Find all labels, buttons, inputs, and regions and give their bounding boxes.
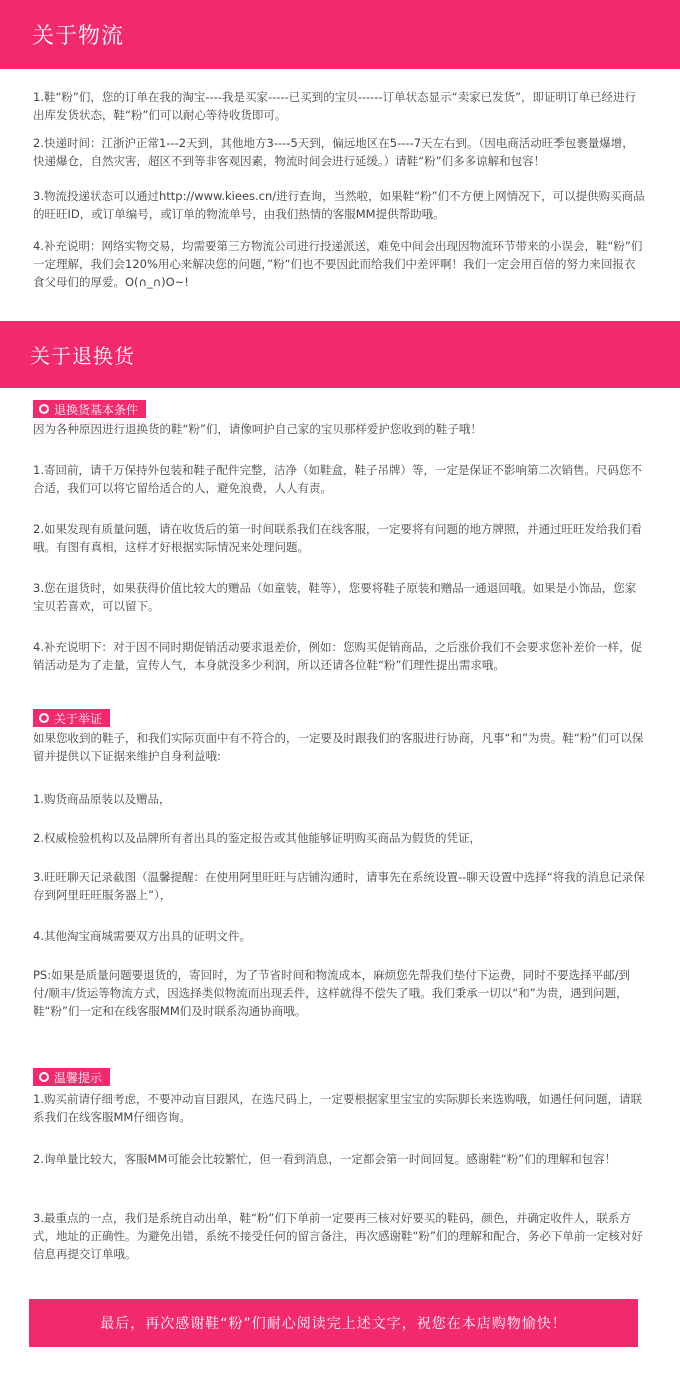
thank-you-text: 最后，再次感谢鞋“粉”们耐心阅读完上述文字，祝您在本店购物愉快！ (100, 1316, 567, 1332)
evidence-intro: 如果您收到的鞋子，和我们实际页面中有不符合的，一定要及时跟我们的客服进行协商，凡事“和”为贵。鞋“粉”们可以保留并提供以下证据来维护自身利益哦: (33, 731, 644, 763)
basic-item-4: 4.补充说明下：对于因不同时期促销活动要求退差价，例如：您购买促销商品，之后涨价我们不会要求您补差价一样，促销活动是为了走量，宣传人气，本身就没多少利润，所以还请各位鞋“粉”们理性提出需求哦。 (33, 640, 642, 672)
evidence-ps: PS:如果是质量问题要退货的，寄回时，为了节省时间和物流成本，麻烦您先帮我们垫付下运费，同时不要选择平邮/到付/顺丰/货运等物流方式，因选择类似物流而出现丢件，这样就得不偿失了哦。我们秉承一切以“和”为贵，遇到问题，鞋“粉”们一定和在线客服MM们及时联系沟通协商哦。 (33, 968, 630, 1018)
evidence-label: 关于举证 (54, 711, 103, 726)
logistics-item-3: 3.物流投递状态可以通过http://www.kiees.cn/进行查询，当然啦，如果鞋“粉”们不方便上网情况下，可以提供购买商品的旺旺ID，或订单编号，或订单的物流单号，由我们热情的客服MM提供帮助哦。 (33, 189, 645, 221)
evidence-item-2: 2.权威检验机构以及品牌所有者出具的鉴定报告或其他能够证明购买商品为假货的凭证， (33, 831, 481, 845)
evidence-item-3: 3.旺旺聊天记录截图（温馨提醒：在使用阿里旺旺与店铺沟通时，请事先在系统设置--聊天设置中选择“将我的消息记录保存到阿里旺旺服务器上”）， (33, 870, 645, 902)
basic-item-2: 2.如果发现有质量问题，请在收货后的第一时间联系我们在线客服，一定要将有问题的地方牌照，并通过旺旺发给我们看哦。有图有真相，这样才好根据实际情况来处理问题。 (33, 522, 642, 554)
evidence-item-4: 4.其他淘宝商城需要双方出具的证明文件。 (33, 929, 251, 943)
basic-intro: 因为各种原因进行退换货的鞋“粉”们，请像呵护自己家的宝贝那样爱护您收到的鞋子哦！ (33, 422, 482, 436)
thank-you-banner (29, 1299, 638, 1347)
evidence-item-1: 1.购货商品原装以及赠品， (33, 792, 171, 806)
circle-icon (39, 713, 49, 723)
basic-item-1: 1.寄回前，请千万保持外包装和鞋子配件完整，洁净（如鞋盒，鞋子吊牌）等，一定是保证不影响第二次销售。尺码您不合适，我们可以将它留给适合的人，避免浪费，人人有责。 (33, 463, 642, 495)
circle-icon (39, 1072, 49, 1082)
logistics-item-1: 1.鞋“粉”们，您的订单在我的淘宝----我是买家-----已买到的宝贝------订单状态显示“卖家已发货”，即证明订单已经进行出库发货状态，鞋“粉”们可以耐心等待收货即可。 (33, 90, 637, 122)
logistics-title: 关于物流 (32, 24, 125, 49)
circle-icon (39, 404, 49, 414)
tips-pill (33, 1068, 110, 1086)
returns-title: 关于退换货 (30, 344, 135, 368)
tips-item-2: 2.询单量比较大，客服MM可能会比较繁忙，但一看到消息，一定都会第一时间回复。感谢鞋“粉”们的理解和包容！ (33, 1152, 617, 1166)
tips-item-3: 3.最重点的一点，我们是系统自动出单，鞋“粉”们下单前一定要再三核对好要买的鞋码，颜色，并确定收件人，联系方式，地址的正确性。为避免出错，系统不接受任何的留言备注，再次感谢鞋“粉”们的理解和配合，务必下单前一定核对好信息再提交订单哦。 (33, 1211, 643, 1261)
evidence-pill (33, 709, 110, 727)
tips-label: 温馨提示 (54, 1070, 103, 1085)
basic-item-3: 3.您在退货时，如果获得价值比较大的赠品（如童装，鞋等），您要将鞋子原装和赠品一通退回哦。如果是小饰品，您家宝贝若喜欢，可以留下。 (33, 581, 637, 613)
basic-conditions-pill (33, 400, 146, 418)
basic-conditions-label: 退换货基本条件 (54, 402, 139, 417)
logistics-item-2: 2.快递时间：江浙沪正常1---2天到，其他地方3----5天到，偏远地区在5----7天左右到。（因电商活动旺季包裹量爆增，快递爆仓，自然灾害，超区不到等非客观因素，物流时间会进行延缓。）请鞋“粉”们多多谅解和包容！ (33, 136, 634, 168)
logistics-banner (0, 0, 680, 69)
tips-item-1: 1.购买前请仔细考虑，不要冲动盲目跟风，在选尺码上，一定要根据家里宝宝的实际脚长来选购哦，如遇任何问题，请联系我们在线客服MM仔细咨询。 (33, 1092, 642, 1124)
returns-banner (0, 321, 680, 388)
logistics-item-4: 4.补充说明：网络实物交易，均需要第三方物流公司进行投递派送，难免中间会出现因物流环节带来的小误会，鞋“粉”们一定理解，我们会120%用心来解决您的问题，”粉“们也不要因此而给我们中差评啊！我们一定会用百倍的努力来回报衣食父母们的厚爱。O(∩_∩)O~! (33, 239, 643, 289)
